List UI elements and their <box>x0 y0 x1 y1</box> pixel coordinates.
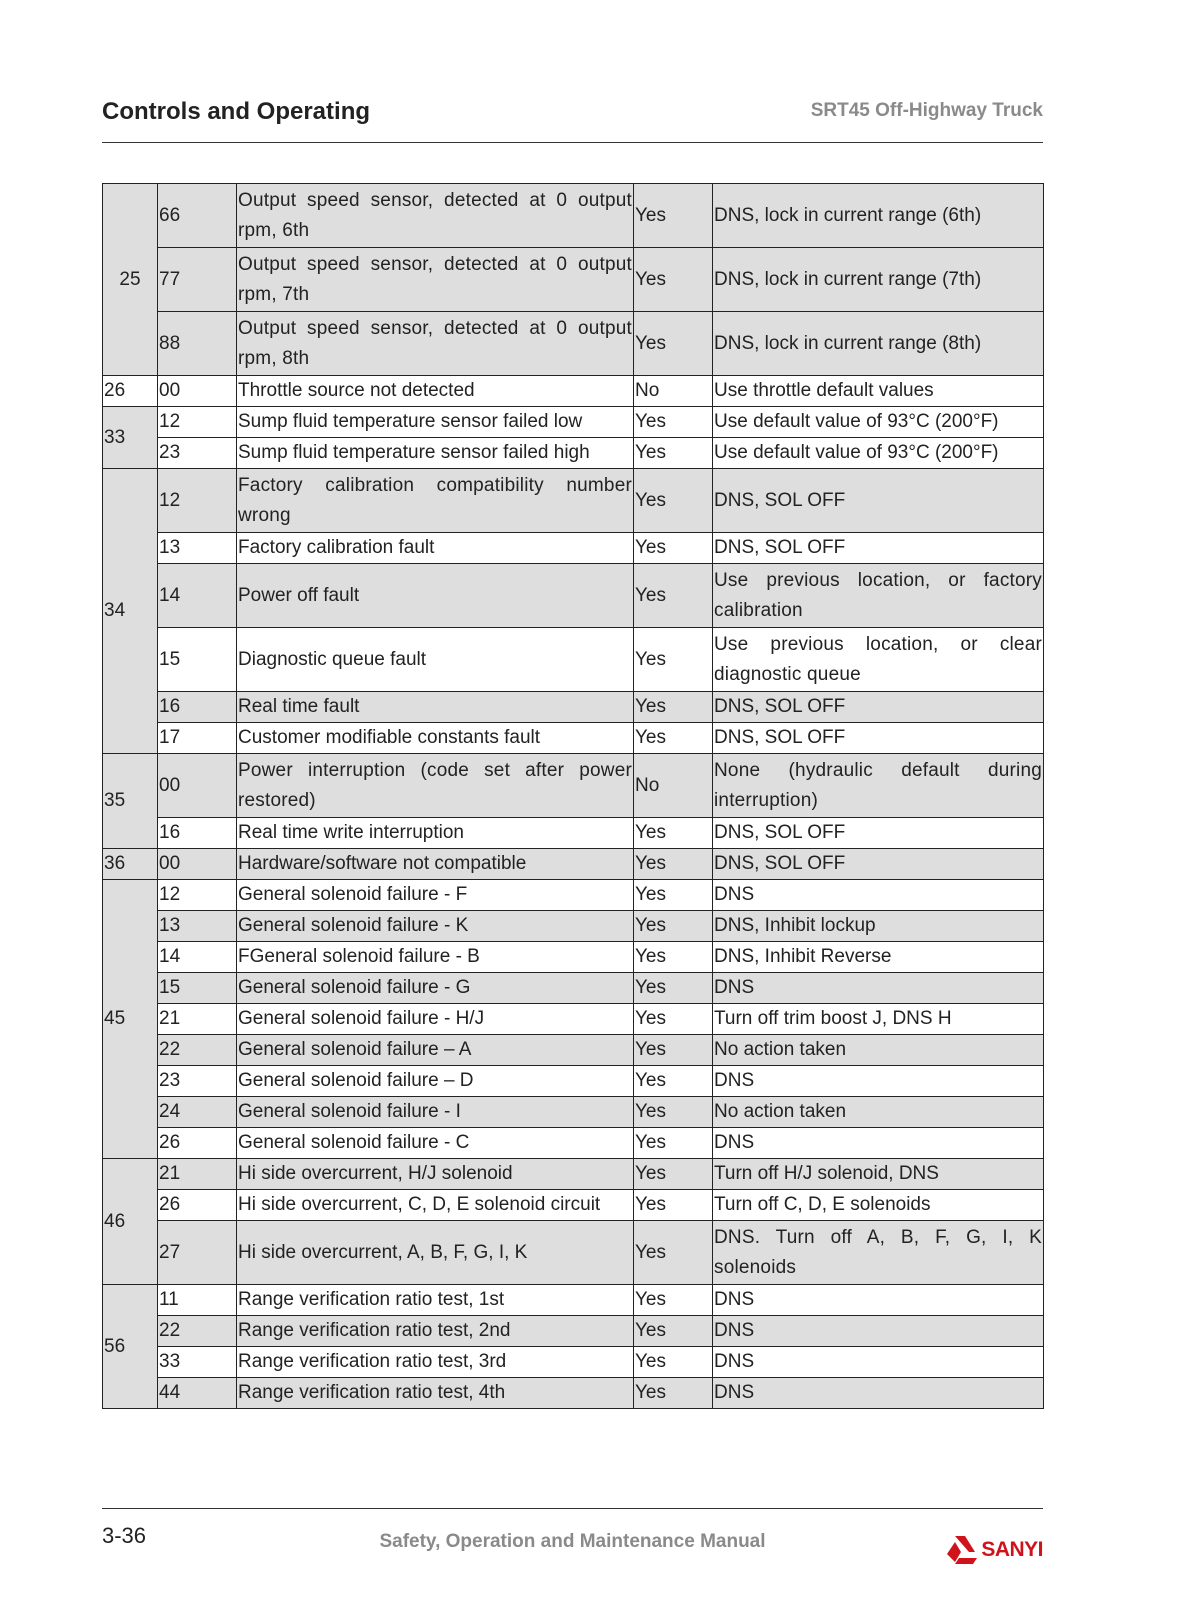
sub-code-cell: 00 <box>158 754 237 818</box>
description-cell: Customer modifiable constants fault <box>237 723 634 754</box>
action-cell: DNS <box>713 1347 1044 1378</box>
table-row <box>103 911 1044 942</box>
action-cell: DNS, SOL OFF <box>713 692 1044 723</box>
action-cell: DNS, lock in current range (6th) <box>713 184 1044 248</box>
active-indicator-cell: Yes <box>634 628 713 692</box>
group-code-cell: 34 <box>103 469 158 754</box>
action-cell: DNS <box>713 1378 1044 1409</box>
action-cell: Use throttle default values <box>713 376 1044 407</box>
active-indicator-cell: Yes <box>634 533 713 564</box>
active-indicator-cell: Yes <box>634 1378 713 1409</box>
table-row <box>103 723 1044 754</box>
group-code-cell: 56 <box>103 1285 158 1409</box>
sanyi-logo-icon <box>945 1534 979 1566</box>
table-row <box>103 1128 1044 1159</box>
sub-code-cell: 12 <box>158 469 237 533</box>
sub-code-cell: 23 <box>158 1066 237 1097</box>
manual-title: Safety, Operation and Maintenance Manual <box>379 1531 766 1552</box>
table-row <box>103 880 1044 911</box>
action-cell: Use previous location, or factory calibration <box>713 564 1044 628</box>
page-number: 3-36 <box>102 1523 147 1548</box>
active-indicator-cell: Yes <box>634 1035 713 1066</box>
document-title: SRT45 Off-Highway Truck <box>810 100 1043 121</box>
table-row <box>103 1066 1044 1097</box>
action-cell: DNS <box>713 1285 1044 1316</box>
description-cell: Range verification ratio test, 4th <box>237 1378 634 1409</box>
active-indicator-cell: Yes <box>634 973 713 1004</box>
action-cell: DNS, SOL OFF <box>713 469 1044 533</box>
description-cell: Hi side overcurrent, A, B, F, G, I, K <box>237 1221 634 1285</box>
action-cell: No action taken <box>713 1035 1044 1066</box>
action-cell: DNS <box>713 1066 1044 1097</box>
table-row <box>103 564 1044 628</box>
active-indicator-cell: Yes <box>634 1128 713 1159</box>
description-cell: Output speed sensor, detected at 0 output rpm, 8th <box>237 312 634 376</box>
page-footer <box>102 1508 1043 1569</box>
table-row <box>103 1035 1044 1066</box>
table-row <box>103 407 1044 438</box>
action-cell: DNS, Inhibit lockup <box>713 911 1044 942</box>
active-indicator-cell: Yes <box>634 469 713 533</box>
sub-code-cell: 21 <box>158 1159 237 1190</box>
active-indicator-cell: Yes <box>634 1285 713 1316</box>
logo-text: SANYI <box>981 1538 1043 1561</box>
sub-code-cell: 26 <box>158 1128 237 1159</box>
table-row <box>103 818 1044 849</box>
action-cell: No action taken <box>713 1097 1044 1128</box>
active-indicator-cell: Yes <box>634 1221 713 1285</box>
table-row <box>103 1316 1044 1347</box>
active-indicator-cell: Yes <box>634 1159 713 1190</box>
sub-code-cell: 77 <box>158 248 237 312</box>
active-indicator-cell: Yes <box>634 911 713 942</box>
table-row <box>103 1347 1044 1378</box>
description-cell: Power off fault <box>237 564 634 628</box>
active-indicator-cell: Yes <box>634 880 713 911</box>
action-cell: DNS, SOL OFF <box>713 818 1044 849</box>
description-cell: Throttle source not detected <box>237 376 634 407</box>
sub-code-cell: 11 <box>158 1285 237 1316</box>
section-title: Controls and Operating <box>102 98 371 125</box>
active-indicator-cell: Yes <box>634 438 713 469</box>
page-header <box>102 96 1043 143</box>
action-cell: DNS, SOL OFF <box>713 849 1044 880</box>
table-row <box>103 754 1044 818</box>
sub-code-cell: 33 <box>158 1347 237 1378</box>
table-row <box>103 849 1044 880</box>
description-cell: General solenoid failure - F <box>237 880 634 911</box>
group-code-cell: 35 <box>103 754 158 849</box>
description-cell: Hi side overcurrent, H/J solenoid <box>237 1159 634 1190</box>
action-cell: DNS <box>713 973 1044 1004</box>
description-cell: Hardware/software not compatible <box>237 849 634 880</box>
action-cell: Turn off trim boost J, DNS H <box>713 1004 1044 1035</box>
group-code-cell: 36 <box>103 849 158 880</box>
description-cell: Sump fluid temperature sensor failed low <box>237 407 634 438</box>
action-cell: DNS <box>713 1128 1044 1159</box>
table-row <box>103 1378 1044 1409</box>
sub-code-cell: 26 <box>158 1190 237 1221</box>
description-cell: Sump fluid temperature sensor failed high <box>237 438 634 469</box>
description-cell: Factory calibration fault <box>237 533 634 564</box>
description-cell: Range verification ratio test, 2nd <box>237 1316 634 1347</box>
table-row <box>103 376 1044 407</box>
sub-code-cell: 12 <box>158 407 237 438</box>
sub-code-cell: 88 <box>158 312 237 376</box>
action-cell: DNS, lock in current range (7th) <box>713 248 1044 312</box>
group-code-cell: 45 <box>103 880 158 1159</box>
action-cell: DNS, SOL OFF <box>713 723 1044 754</box>
sub-code-cell: 22 <box>158 1316 237 1347</box>
description-cell: Hi side overcurrent, C, D, E solenoid circuit <box>237 1190 634 1221</box>
action-cell: Use default value of 93°C (200°F) <box>713 407 1044 438</box>
action-cell: DNS <box>713 880 1044 911</box>
table-row <box>103 942 1044 973</box>
sub-code-cell: 14 <box>158 564 237 628</box>
action-cell: Use previous location, or clear diagnostic queue <box>713 628 1044 692</box>
description-cell: Output speed sensor, detected at 0 output rpm, 6th <box>237 184 634 248</box>
active-indicator-cell: No <box>634 754 713 818</box>
table-row <box>103 1004 1044 1035</box>
table-row <box>103 312 1044 376</box>
action-cell: DNS, lock in current range (8th) <box>713 312 1044 376</box>
table-row <box>103 469 1044 533</box>
group-code-cell: 25 <box>103 184 158 376</box>
fault-code-table-body <box>103 184 1044 1409</box>
description-cell: FGeneral solenoid failure - B <box>237 942 634 973</box>
description-cell: General solenoid failure – A <box>237 1035 634 1066</box>
sub-code-cell: 13 <box>158 533 237 564</box>
table-row <box>103 438 1044 469</box>
active-indicator-cell: Yes <box>634 564 713 628</box>
table-row <box>103 1097 1044 1128</box>
table-row <box>103 533 1044 564</box>
description-cell: General solenoid failure - K <box>237 911 634 942</box>
sub-code-cell: 24 <box>158 1097 237 1128</box>
description-cell: General solenoid failure - H/J <box>237 1004 634 1035</box>
description-cell: Diagnostic queue fault <box>237 628 634 692</box>
sub-code-cell: 16 <box>158 818 237 849</box>
active-indicator-cell: Yes <box>634 723 713 754</box>
description-cell: Factory calibration compatibility number wrong <box>237 469 634 533</box>
action-cell: DNS, SOL OFF <box>713 533 1044 564</box>
active-indicator-cell: No <box>634 376 713 407</box>
active-indicator-cell: Yes <box>634 407 713 438</box>
action-cell: DNS. Turn off A, B, F, G, I, K solenoids <box>713 1221 1044 1285</box>
sanyi-logo <box>945 1534 1043 1566</box>
active-indicator-cell: Yes <box>634 818 713 849</box>
table-row <box>103 1221 1044 1285</box>
active-indicator-cell: Yes <box>634 942 713 973</box>
sub-code-cell: 23 <box>158 438 237 469</box>
active-indicator-cell: Yes <box>634 849 713 880</box>
active-indicator-cell: Yes <box>634 312 713 376</box>
action-cell: Turn off C, D, E solenoids <box>713 1190 1044 1221</box>
table-row <box>103 1159 1044 1190</box>
fault-code-table <box>102 183 1044 1409</box>
action-cell: DNS, Inhibit Reverse <box>713 942 1044 973</box>
active-indicator-cell: Yes <box>634 692 713 723</box>
active-indicator-cell: Yes <box>634 1190 713 1221</box>
table-row <box>103 1285 1044 1316</box>
sub-code-cell: 27 <box>158 1221 237 1285</box>
sub-code-cell: 13 <box>158 911 237 942</box>
active-indicator-cell: Yes <box>634 1316 713 1347</box>
description-cell: Real time fault <box>237 692 634 723</box>
description-cell: Range verification ratio test, 1st <box>237 1285 634 1316</box>
active-indicator-cell: Yes <box>634 1066 713 1097</box>
sub-code-cell: 00 <box>158 376 237 407</box>
sub-code-cell: 21 <box>158 1004 237 1035</box>
active-indicator-cell: Yes <box>634 248 713 312</box>
sub-code-cell: 66 <box>158 184 237 248</box>
sub-code-cell: 16 <box>158 692 237 723</box>
active-indicator-cell: Yes <box>634 1097 713 1128</box>
description-cell: Power interruption (code set after power restored) <box>237 754 634 818</box>
description-cell: Range verification ratio test, 3rd <box>237 1347 634 1378</box>
table-row <box>103 692 1044 723</box>
table-row <box>103 184 1044 248</box>
group-code-cell: 26 <box>103 376 158 407</box>
description-cell: General solenoid failure - G <box>237 973 634 1004</box>
sub-code-cell: 15 <box>158 628 237 692</box>
sub-code-cell: 22 <box>158 1035 237 1066</box>
sub-code-cell: 12 <box>158 880 237 911</box>
action-cell: None (hydraulic default during interruption) <box>713 754 1044 818</box>
sub-code-cell: 00 <box>158 849 237 880</box>
active-indicator-cell: Yes <box>634 1347 713 1378</box>
description-cell: General solenoid failure - I <box>237 1097 634 1128</box>
active-indicator-cell: Yes <box>634 184 713 248</box>
description-cell: General solenoid failure – D <box>237 1066 634 1097</box>
action-cell: Turn off H/J solenoid, DNS <box>713 1159 1044 1190</box>
table-row <box>103 248 1044 312</box>
sub-code-cell: 44 <box>158 1378 237 1409</box>
group-code-cell: 33 <box>103 407 158 469</box>
sub-code-cell: 17 <box>158 723 237 754</box>
action-cell: DNS <box>713 1316 1044 1347</box>
description-cell: Output speed sensor, detected at 0 output rpm, 7th <box>237 248 634 312</box>
active-indicator-cell: Yes <box>634 1004 713 1035</box>
description-cell: Real time write interruption <box>237 818 634 849</box>
action-cell: Use default value of 93°C (200°F) <box>713 438 1044 469</box>
table-row <box>103 628 1044 692</box>
sub-code-cell: 15 <box>158 973 237 1004</box>
table-row <box>103 973 1044 1004</box>
group-code-cell: 46 <box>103 1159 158 1285</box>
table-row <box>103 1190 1044 1221</box>
sub-code-cell: 14 <box>158 942 237 973</box>
description-cell: General solenoid failure - C <box>237 1128 634 1159</box>
